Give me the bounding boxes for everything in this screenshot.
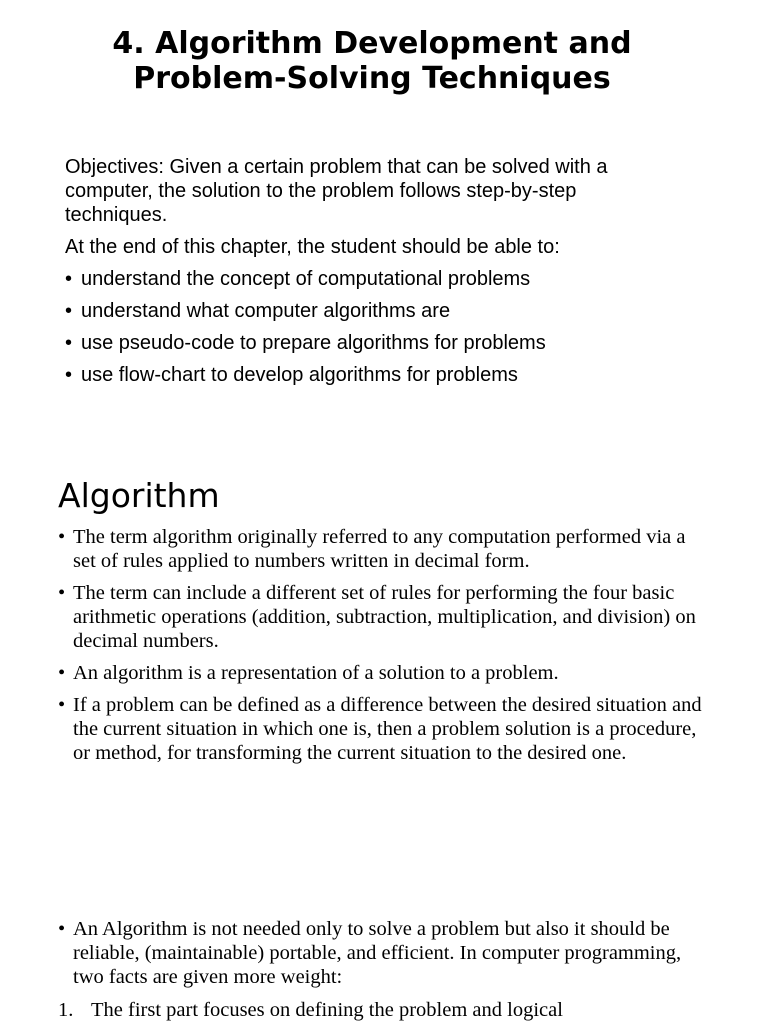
objective-text: use flow-chart to develop algorithms for problems [81,364,518,386]
objectives-intro: At the end of this chapter, the student should be able to: [65,236,560,258]
algorithm-point [58,917,708,989]
bullet-icon: • [58,526,66,548]
algorithm-point [58,525,708,573]
algorithm-point [58,661,708,685]
bullet-icon: • [58,918,66,940]
algorithm-point [58,581,708,653]
page-title: 4. Algorithm Development and Problem-Solving Techniques [112,26,632,96]
bullet-icon: • [58,582,66,604]
numbered-item [58,998,708,1022]
algorithm-continued-list [58,917,708,997]
objective-text: understand what computer algorithms are [81,300,451,322]
objectives-list [65,267,665,387]
algorithm-point-text: An Algorithm is not needed only to solve a problem but also it should be reliable, (maintainable) portable, and efficient. In computer programming, two facts are given more weight: [73,918,682,988]
bullet-icon: • [58,694,66,716]
bullet-icon: • [65,364,73,386]
objectives-paragraph: Objectives: Given a certain problem that can be solved with a computer, the solution to the problem follows step-by-step techniques. [65,156,608,226]
numbered-item-text: The first part focuses on defining the problem and logical [91,999,563,1021]
bullet-icon: • [65,268,73,290]
bullet-icon: • [65,300,73,322]
objective-item [65,363,665,387]
objective-item [65,267,665,291]
objective-text: use pseudo-code to prepare algorithms for problems [81,332,546,354]
algorithm-point-text: The term can include a different set of rules for performing the four basic arithmetic operations (addition, subtraction, multiplication, and division) on decimal numbers. [73,582,696,652]
algorithm-point-text: The term algorithm originally referred to any computation performed via a set of rules applied to numbers written in decimal form. [73,526,686,572]
algorithm-heading: Algorithm [58,476,220,515]
bullet-icon: • [58,662,66,684]
algorithm-points-list [58,525,708,773]
algorithm-point [58,693,708,765]
objective-item [65,299,665,323]
algorithm-point-text: An algorithm is a representation of a solution to a problem. [73,662,559,684]
objective-item [65,331,665,355]
objectives-section [65,155,665,395]
bullet-icon: • [65,332,73,354]
item-number: 1. [58,999,74,1021]
objective-text: understand the concept of computational problems [81,268,531,290]
algorithm-point-text: If a problem can be defined as a difference between the desired situation and the current situation in which one is, then a problem solution is a procedure, or method, for transforming the current situation to the desired one. [73,694,702,764]
